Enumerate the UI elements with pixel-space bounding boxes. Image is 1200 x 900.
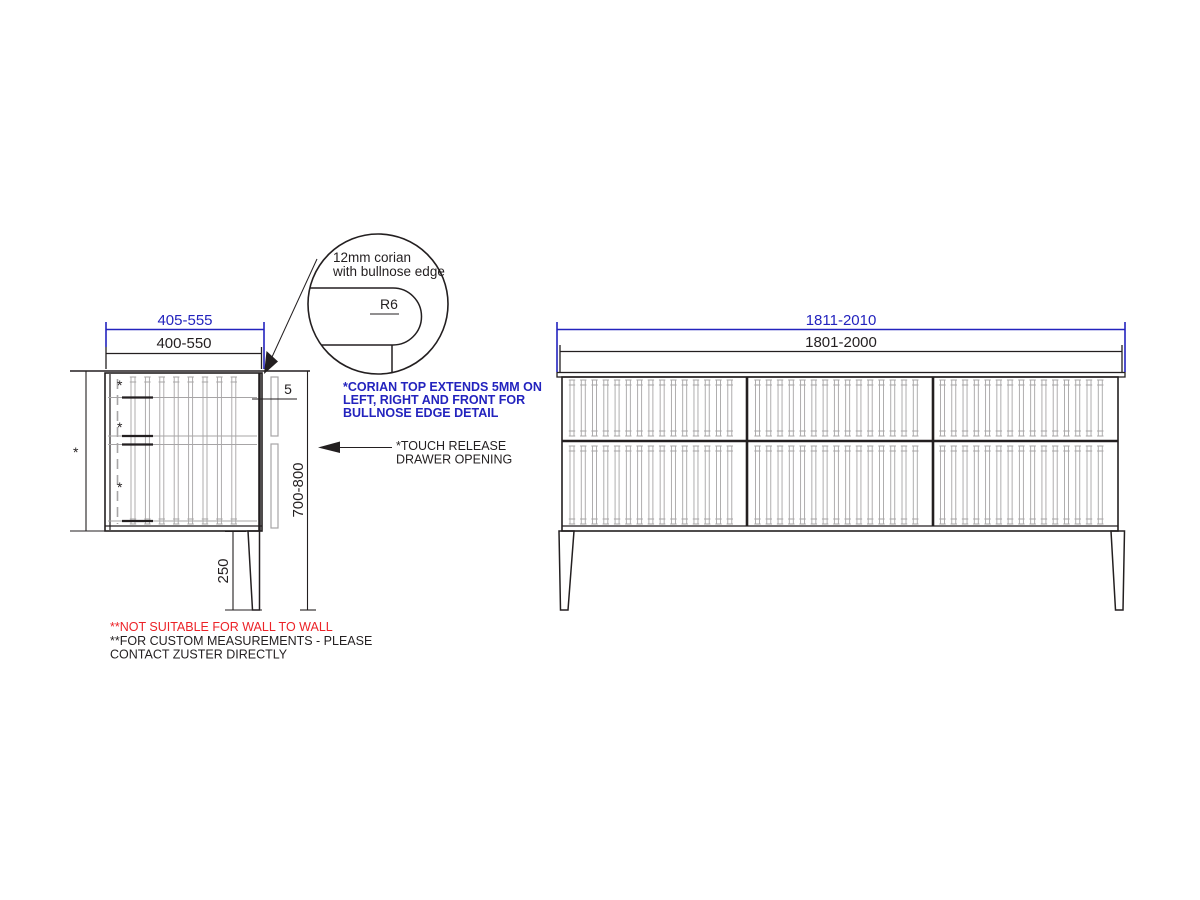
flute [777,446,783,524]
flute [1007,380,1013,436]
footnotes [110,620,372,662]
flute [130,377,136,524]
flute [659,380,665,436]
flute [1018,446,1024,524]
side-drawer-asterisk-1: * [117,377,123,393]
front-flute-pattern [569,380,1104,524]
flute [1007,446,1013,524]
flute [844,446,850,524]
flute [912,446,918,524]
side-carcass-height-label: 700-800 [290,462,307,518]
flute [659,446,665,524]
flute [159,377,165,524]
flute [939,446,945,524]
flute [984,380,990,436]
flute [202,377,208,524]
flute [777,380,783,436]
flute [1063,446,1069,524]
flute [901,446,907,524]
flute [636,380,642,436]
side-view [70,312,316,610]
side-drawer-asterisk-3: * [117,479,123,495]
flute [867,446,873,524]
flute [811,446,817,524]
flute [890,380,896,436]
detail-callout [264,234,448,374]
flute [173,377,179,524]
flute [648,380,654,436]
flute [569,446,575,524]
flute [996,380,1002,436]
flute [788,380,794,436]
side-leg [248,531,260,610]
flute [727,446,733,524]
front-view [557,312,1125,610]
touch-release-arrow-icon [318,442,340,454]
flute [1041,380,1047,436]
callout-leader-line [272,259,317,357]
flute [625,380,631,436]
flute [727,380,733,436]
flute [1063,380,1069,436]
flute [962,446,968,524]
flute [231,377,237,524]
flute [1029,380,1035,436]
flute [648,446,654,524]
front-left-leg [559,531,574,610]
footnote-warning: **NOT SUITABLE FOR WALL TO WALL [110,620,333,634]
flute [878,380,884,436]
flute [704,380,710,436]
flute [867,380,873,436]
flute [766,446,772,524]
flute [856,380,862,436]
flute [1029,446,1035,524]
flute [939,380,945,436]
flute [715,380,721,436]
flute [591,380,597,436]
flute [856,446,862,524]
flute [799,380,805,436]
front-corian-width-label: 1811-2010 [805,312,877,329]
flute [1041,446,1047,524]
side-drawer-rails [108,398,257,522]
flute [1097,446,1103,524]
flute [682,380,688,436]
flute [1075,446,1081,524]
side-body-depth-dimension [106,335,262,369]
flute [682,446,688,524]
flute [799,446,805,524]
flute [614,446,620,524]
flute [1086,446,1092,524]
flute [984,446,990,524]
flute [1052,446,1058,524]
flute [878,446,884,524]
flute [216,377,222,524]
flute [822,380,828,436]
flute [1097,380,1103,436]
flute [636,446,642,524]
footnote-custom-line1: **FOR CUSTOM MEASUREMENTS - PLEASE [110,634,373,648]
flute [591,446,597,524]
side-drawer-front-lower [271,444,278,528]
touch-release-line1: *TOUCH RELEASE [396,439,507,453]
side-leg-height-label: 250 [215,558,232,584]
side-body-depth-label: 400-550 [156,335,212,352]
flute [822,446,828,524]
side-carcass-height-dimension [290,371,316,610]
flute [833,380,839,436]
callout-note-line1: 12mm corian [333,250,412,265]
flute [625,446,631,524]
flute [1052,380,1058,436]
flute [754,446,760,524]
flute [766,380,772,436]
front-body-width-dimension [560,334,1122,372]
flute [144,377,150,524]
flute [580,446,586,524]
side-overhang-label: 5 [284,381,292,397]
side-drawer-runners [122,398,153,522]
flute [580,380,586,436]
touch-release-line2: DRAWER OPENING [396,452,513,467]
flute [890,446,896,524]
side-flute-pattern [130,377,237,524]
corian-note-line1: *CORIAN TOP EXTENDS 5MM ON [343,380,542,394]
flute [693,380,699,436]
flute [973,380,979,436]
flute [754,380,760,436]
flute [833,446,839,524]
flute [912,380,918,436]
flute [996,446,1002,524]
callout-radius-label: R6 [380,296,398,312]
front-body-width-label: 1801-2000 [805,334,877,351]
side-leg-height-dimension [215,531,262,610]
flute [951,446,957,524]
flute [844,380,850,436]
flute [901,380,907,436]
flute [1075,380,1081,436]
flute [788,446,794,524]
corian-note-line3: BULLNOSE EDGE DETAIL [343,406,499,420]
flute [704,446,710,524]
flute [670,446,676,524]
side-drawer-front-upper [271,377,278,436]
flute [614,380,620,436]
touch-release-note [318,439,512,467]
flute [603,446,609,524]
flute [1018,380,1024,436]
flute [693,446,699,524]
flute [962,380,968,436]
side-height-dimension [70,371,106,531]
flute [811,380,817,436]
flute [569,380,575,436]
corian-note [343,380,542,420]
flute [670,380,676,436]
flute [1086,380,1092,436]
side-corian-depth-label: 405-555 [157,312,213,329]
flute [187,377,193,524]
callout-note-line2: with bullnose edge [333,264,445,279]
flute [951,380,957,436]
flute [603,380,609,436]
flute [715,446,721,524]
side-drawer-asterisk-2: * [117,419,123,435]
front-right-leg [1111,531,1125,610]
corian-note-line2: LEFT, RIGHT AND FRONT FOR [343,393,526,407]
side-height-asterisk: * [73,444,79,460]
footnote-custom-line2: CONTACT ZUSTER DIRECTLY [110,647,288,662]
flute [973,446,979,524]
